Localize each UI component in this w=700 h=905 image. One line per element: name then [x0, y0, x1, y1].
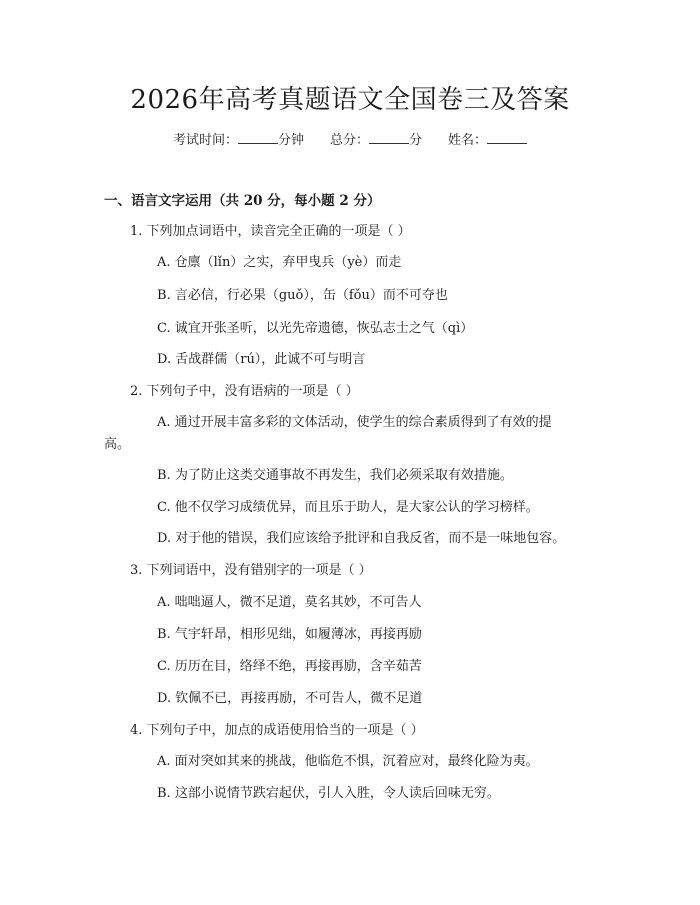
option: A. 通过开展丰富多彩的文体活动，使学生的综合素质得到了有效的提	[157, 415, 552, 430]
question-stem: 3. 下列词语中，没有错别字的一项是（ ）	[130, 563, 372, 578]
option: D. 对于他的错误，我们应该给予批评和自我反省，而不是一味地包容。	[157, 531, 566, 546]
section-heading: 一、语言文字运用（共 20 分，每小题 2 分）	[104, 193, 381, 209]
option: B. 这部小说情节跌宕起伏，引人入胜，令人读后回味无穷。	[157, 786, 500, 801]
option: A. 咄咄逼人，微不足道，莫名其妙，不可告人	[157, 595, 422, 610]
option: B. 气宇轩昂，相形见绌，如履薄冰，再接再励	[157, 627, 422, 642]
exam-meta	[0, 131, 700, 151]
option: D. 钦佩不已，再接再励，不可告人，微不足道	[157, 691, 423, 706]
option: A. 面对突如其来的挑战，他临危不惧，沉着应对，最终化险为夷。	[157, 754, 539, 769]
question-stem: 4. 下列句子中，加点的成语使用恰当的一项是（ ）	[130, 723, 424, 738]
time-unit: 分钟	[277, 133, 304, 148]
score-label: 总分：	[329, 133, 369, 148]
time-label: 考试时间：	[172, 133, 238, 148]
name-blank	[487, 131, 527, 144]
option: C. 历历在目，络绎不绝，再接再励，含辛茹苦	[157, 659, 422, 674]
option: C. 诚宜开张圣听，以光先帝遗德，恢弘志士之气（qì）	[157, 321, 474, 336]
option: B. 言必信，行必果（guǒ），缶（fǒu）而不可夺也	[157, 288, 448, 303]
option: B. 为了防止这类交通事故不再发生，我们必须采取有效措施。	[157, 468, 513, 483]
name-label: 姓名：	[448, 133, 488, 148]
exam-title: 2026年高考真题语文全国卷三及答案	[130, 85, 570, 115]
option: D. 舌战群儒（rú），此诚不可与明言	[157, 352, 366, 367]
question-stem: 1. 下列加点词语中，读音完全正确的一项是（ ）	[130, 224, 411, 239]
option: A. 仓廪（lǐn）之实，弃甲曳兵（yè）而走	[157, 255, 402, 270]
score-blank	[369, 131, 409, 144]
score-unit: 分	[409, 133, 423, 148]
question-stem: 2. 下列句子中，没有语病的一项是（ ）	[130, 384, 359, 399]
option-continuation: 高。	[104, 437, 131, 452]
time-blank	[238, 131, 278, 144]
option: C. 他不仅学习成绩优异，而且乐于助人，是大家公认的学习榜样。	[157, 500, 539, 515]
